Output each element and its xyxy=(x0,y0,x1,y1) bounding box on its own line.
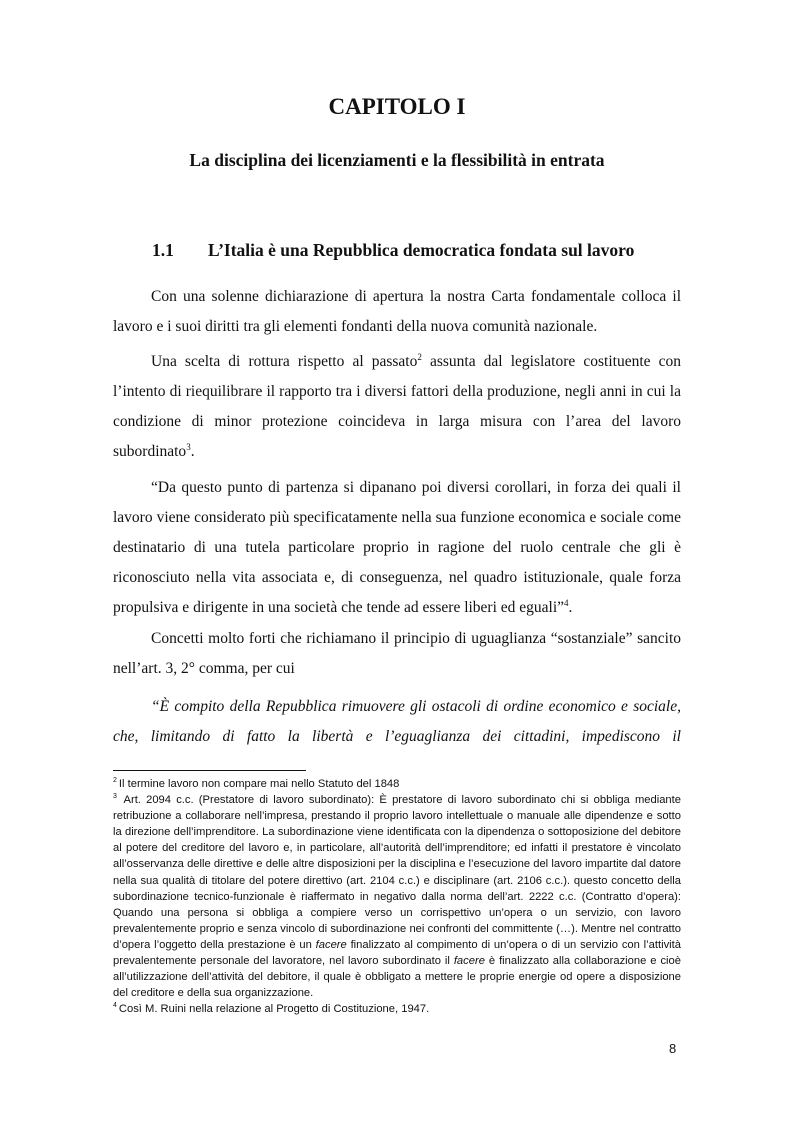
footnote-3-text-c: è finalizzato alla collaborazione e cioè all’utilizzazione dell’attività del debitore, il quale è obbligato a mettere le proprie energie od opere a disposizione del creditore e della sua organizzazione. xyxy=(113,955,681,1000)
paragraph-3-text-b: . xyxy=(568,599,573,616)
footnote-ref-3: 3 xyxy=(186,442,191,452)
footnote-ref-4: 4 xyxy=(564,598,569,608)
chapter-title: CAPITOLO I xyxy=(328,94,466,119)
page-number: 8 xyxy=(669,1041,677,1056)
chapter-subtitle: La disciplina dei licenziamenti e la flessibilità in entrata xyxy=(189,150,605,170)
paragraph-2 xyxy=(113,347,681,467)
footnote-2-text: Il termine lavoro non compare mai nello Statuto del 1848 xyxy=(118,778,400,790)
paragraph-3 xyxy=(113,473,681,623)
footnote-2 xyxy=(113,776,681,792)
section-title: L’Italia è una Repubblica democratica fondata sul lavoro xyxy=(208,240,635,260)
section-heading xyxy=(152,240,634,261)
paragraph-2-text-c: . xyxy=(190,443,195,460)
paragraph-2-text-a: Una scelta di rottura rispetto al passato xyxy=(151,353,418,370)
footnote-4 xyxy=(113,1001,681,1017)
footnote-3 xyxy=(113,792,681,1001)
footnote-3-text-b: finalizzato al compimento di un’opera o di un servizio con l’attività prevalentemente personale del lavoratore, nel lavoro subordinato il xyxy=(113,938,681,968)
footnote-4-text: Così M. Ruini nella relazione al Progetto di Costituzione, 1947. xyxy=(118,1003,430,1016)
footnote-3-text-a: Art. 2094 c.c. (Prestatore di lavoro subordinato): È prestatore di lavoro subordinato chi si obbliga mediante retribuzione a collaborare nell’impresa, prestando il proprio lavoro intellettuale o manuale alle dipendenze e sotto la direzione dell’imprenditore. La subordinazione viene identificata con la dipendenza o sottoposizione del debitore al potere del creditore del lavoro e, in particolare, all’autorità dell’imprenditore; ed infatti il prestatore è vincolato all’osservanza delle direttive e delle altre disposizioni per la disciplina e l’esecuzione del lavoro impartite dal datore nella sua qualità di titolare del potere direttivo (art. 2104 c.c.) e disciplinare (art. 2106 c.c.). questo concetto della subordinazione tecnico-funzionale è riaffermato in negativo dalla norma dell’art. 2222 c.c. (Contratto d’opera): Quando una persona si obbliga a compiere verso un corrispettivo un’opera o un servizio, con lavoro prevalentemente proprio e senza vincolo di subordinazione nei confronti del committente (…). Mentre nel contratto d’opera l’oggetto della prestazione è un xyxy=(113,794,681,951)
paragraph-1: Con una solenne dichiarazione di apertura la nostra Carta fondamentale colloca il lavoro e i suoi diritti tra gli elementi fondanti della nuova comunità nazionale. xyxy=(113,288,681,335)
footnote-2-number: 2 xyxy=(113,777,117,784)
constitution-quote: “È compito della Repubblica rimuovere gli ostacoli di ordine economico e sociale, che, limitando di fatto la libertà e l’eguaglianza dei cittadini, impediscono il xyxy=(113,698,681,745)
footnote-3-emphasis-1: facere xyxy=(315,938,347,951)
section-number: 1.1 xyxy=(152,240,174,260)
footnote-separator xyxy=(113,770,306,771)
footnote-ref-2: 2 xyxy=(417,352,422,362)
footnote-4-number: 4 xyxy=(113,1002,117,1010)
footnote-3-number: 3 xyxy=(113,793,117,801)
paragraph-3-text-a: “Da questo punto di partenza si dipanano poi diversi corollari, in forza dei quali il lavoro viene considerato più specificatamente nella sua funzione economica e sociale come destinatario di una tutela particolare proprio in ragione del ruolo centrale che gli è riconosciuto nella vita associata e, di conseguenza, nel quadro istituzionale, quale forza propulsiva e dirigente in una società che tende ad essere liberi ed eguali” xyxy=(113,479,681,616)
footnotes xyxy=(113,776,681,1017)
paragraph-4: Concetti molto forti che richiamano il principio di uguaglianza “sostanziale” sancito nell’art. 3, 2° comma, per cui xyxy=(113,630,681,677)
paragraph-2-text-b: assunta dal legislatore costituente con l’intento di riequilibrare il rapporto tra i diversi fattori della produzione, negli anni in cui la condizione di minor protezione coincideva in larga misura con l’area del lavoro subordinato xyxy=(113,353,681,460)
footnote-3-emphasis-2: facere xyxy=(453,955,485,968)
